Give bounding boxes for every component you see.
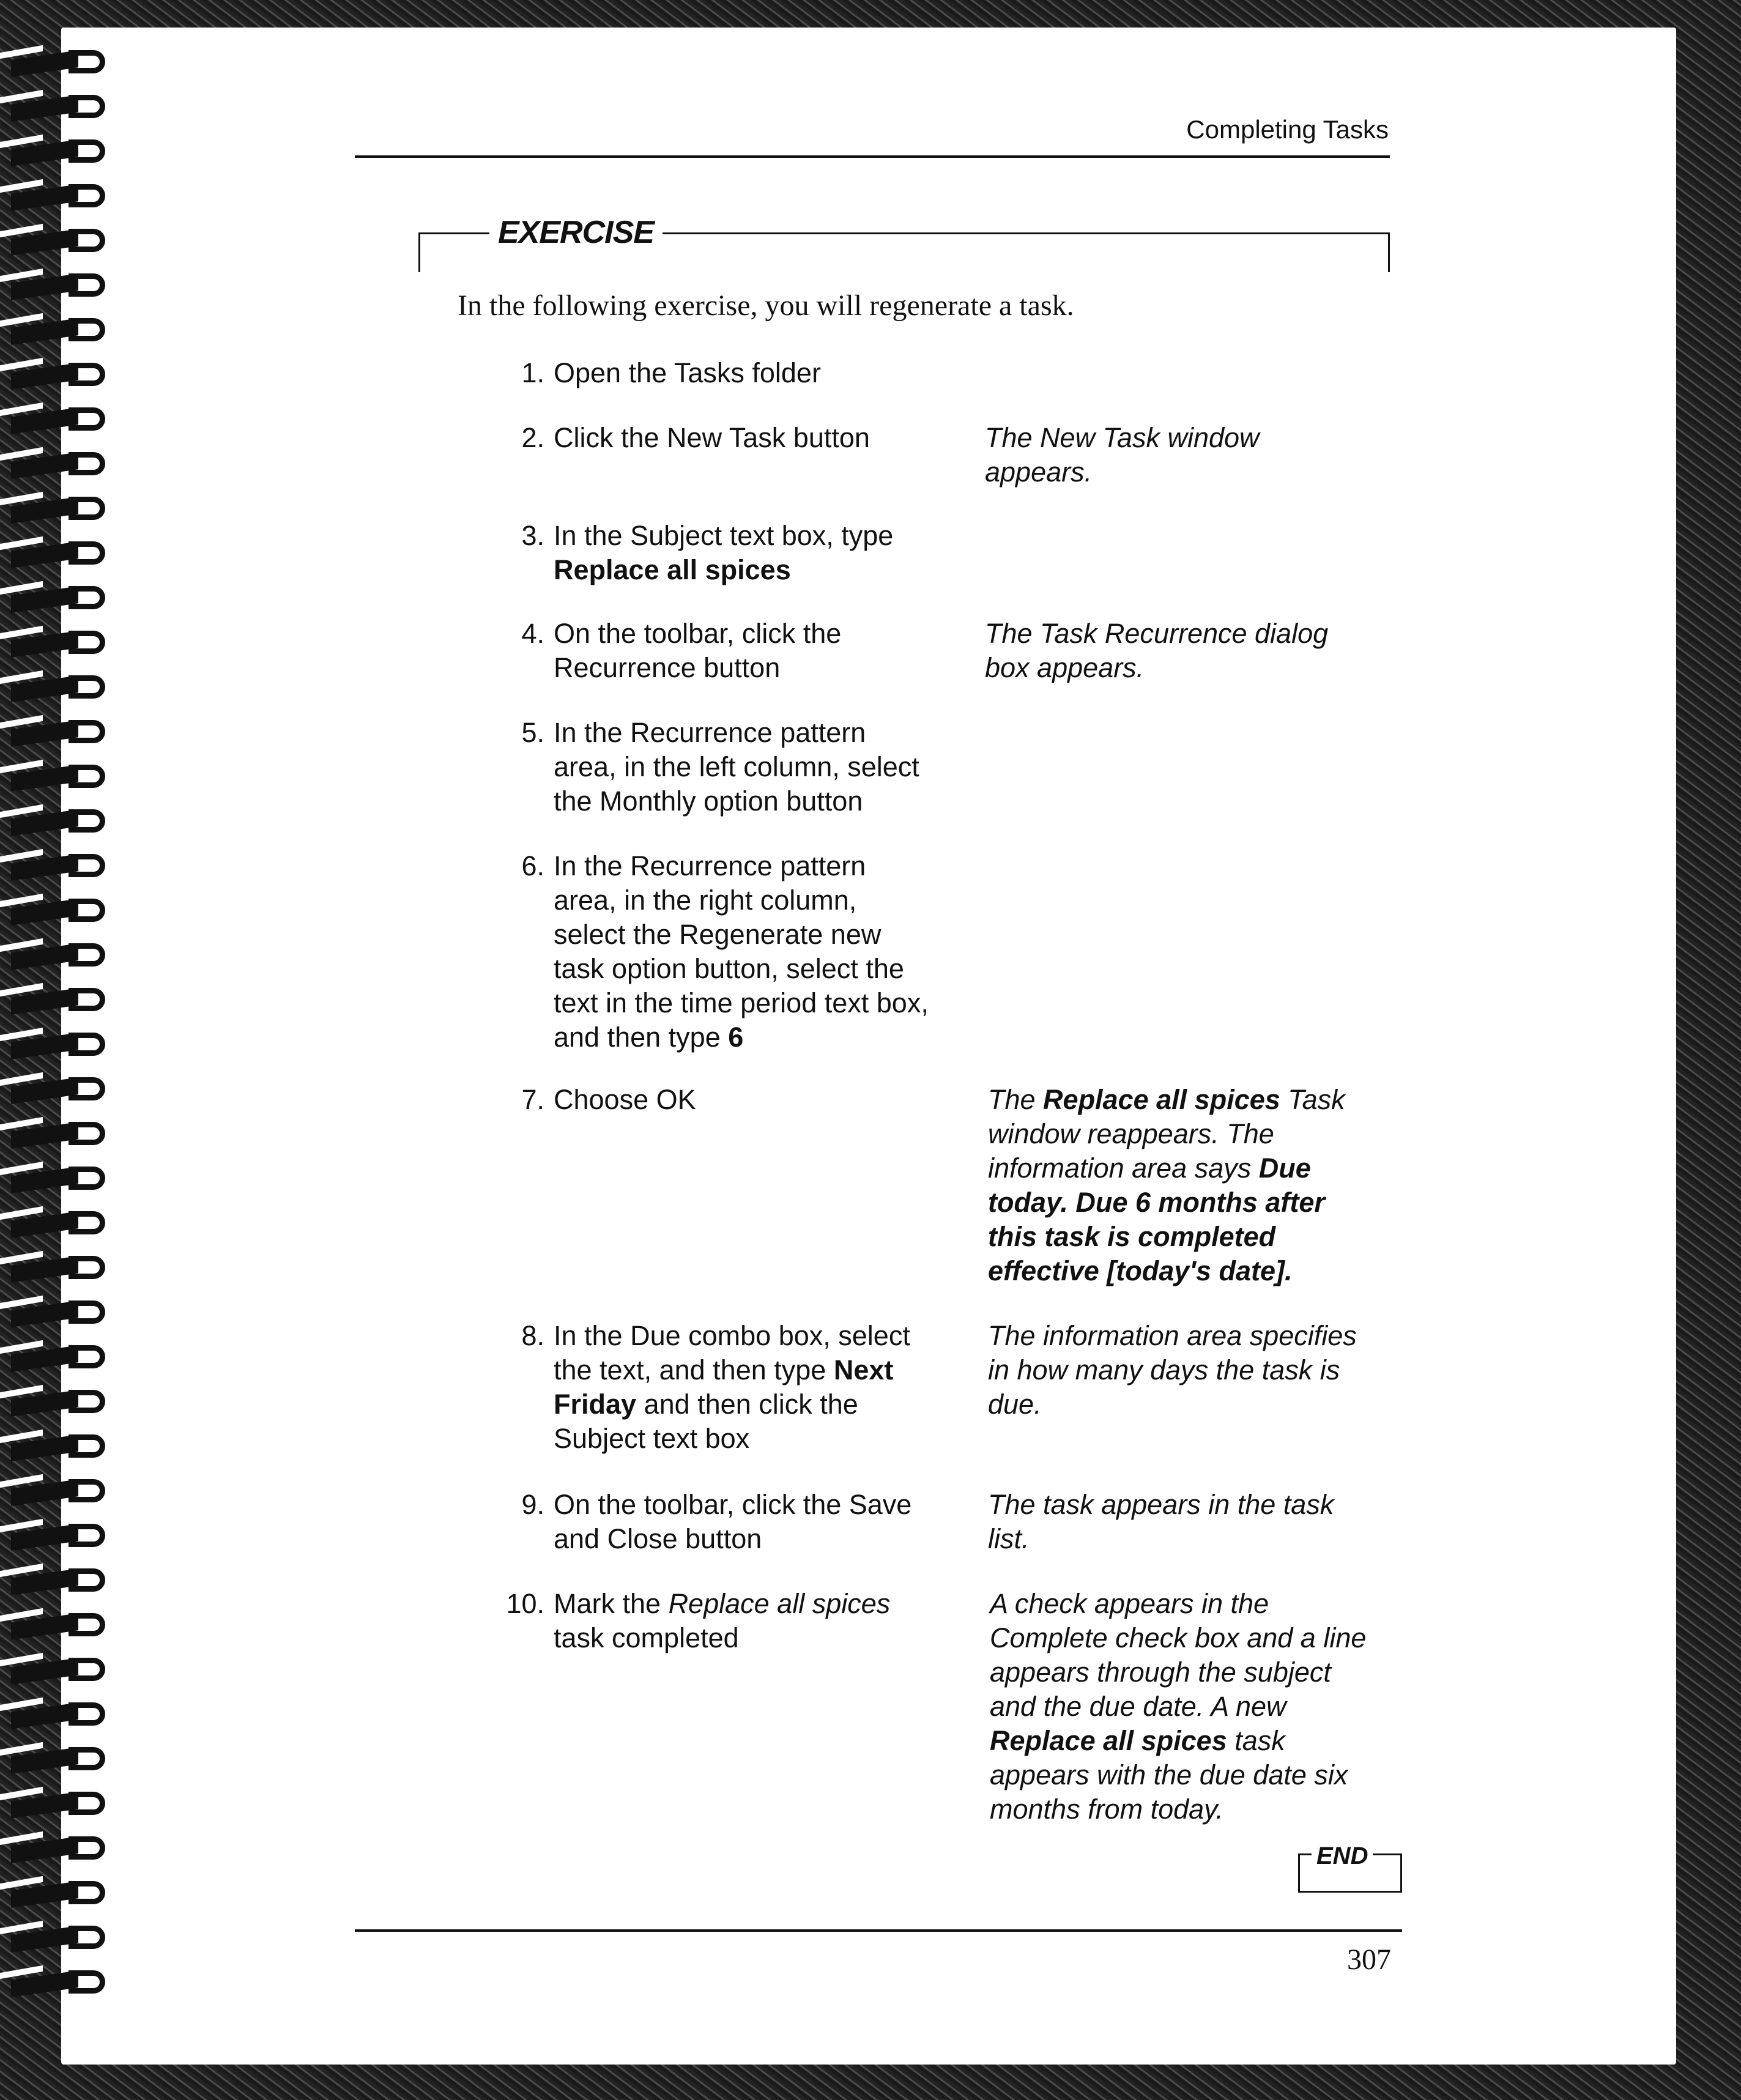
spiral-coil xyxy=(0,1478,116,1505)
step-text: In the Recurrence pattern area, in the left column, select the Monthly option button xyxy=(554,717,919,817)
spiral-coil xyxy=(0,451,116,478)
step-result: The New Task window appears. xyxy=(985,422,1260,488)
header-rule xyxy=(355,155,1390,158)
step-number: 4. xyxy=(521,618,544,649)
spiral-coil xyxy=(0,1880,116,1907)
spiral-coil xyxy=(0,1612,116,1639)
spiral-coil xyxy=(0,1031,116,1058)
spiral-coil xyxy=(0,362,116,388)
step-text: Open the Tasks folder xyxy=(554,357,821,388)
spiral-coil xyxy=(0,540,116,567)
footer-rule xyxy=(355,1929,1402,1932)
spiral-coil xyxy=(0,853,116,880)
spiral-coil xyxy=(0,1701,116,1728)
step-result: The Task Recurrence dialog box appears. xyxy=(985,618,1329,683)
step-text: In the Recurrence pattern area, in the right column, select the Regenerate new task option button, select the text in the time period text box, and then type 6 xyxy=(554,850,929,1053)
spiral-coil xyxy=(0,1255,116,1282)
spiral-coil xyxy=(0,1523,116,1549)
spiral-coil xyxy=(0,1835,116,1862)
step-number: 1. xyxy=(521,357,544,388)
step-number: 5. xyxy=(521,717,544,748)
spiral-coil xyxy=(0,1567,116,1594)
spiral-coil xyxy=(0,1299,116,1326)
step-number: 2. xyxy=(521,422,544,453)
step-number: 3. xyxy=(521,520,544,551)
spiral-coil xyxy=(0,94,116,121)
exercise-title: EXERCISE xyxy=(489,214,663,251)
step-text: Choose OK xyxy=(554,1084,696,1115)
spiral-coil xyxy=(0,49,116,76)
step-number: 8. xyxy=(521,1320,544,1351)
step-result: The task appears in the task list. xyxy=(988,1489,1334,1554)
spiral-coil xyxy=(0,897,116,924)
spiral-coil xyxy=(0,1076,116,1103)
running-head: Completing Tasks xyxy=(1186,115,1389,144)
step-number: 9. xyxy=(521,1489,544,1520)
step-text: On the toolbar, click the Save and Close button xyxy=(554,1489,912,1554)
spiral-coil xyxy=(0,1790,116,1817)
spiral-coil xyxy=(0,1165,116,1192)
spiral-coil xyxy=(0,674,116,701)
spiral-coil xyxy=(0,1121,116,1148)
spiral-coil xyxy=(0,1344,116,1371)
spiral-coil xyxy=(0,272,116,299)
spiral-coil xyxy=(0,1210,116,1237)
step-number: 6. xyxy=(521,850,544,881)
page-number: 307 xyxy=(1347,1943,1391,1976)
spiral-coil xyxy=(0,317,116,344)
spiral-coil xyxy=(0,1433,116,1460)
spiral-coil xyxy=(0,585,116,612)
spiral-coil xyxy=(0,719,116,746)
spiral-binding xyxy=(0,49,122,2037)
step-text: On the toolbar, click the Recurrence button xyxy=(554,618,842,683)
spiral-coil xyxy=(0,1746,116,1773)
end-marker-label: END xyxy=(1312,1842,1373,1870)
spiral-coil xyxy=(0,629,116,656)
spiral-coil xyxy=(0,987,116,1014)
step-result: A check appears in the Complete check box and a line appears through the subject and the due date. A new Replace all spices task appears with the due date six months from today. xyxy=(990,1588,1367,1825)
spiral-coil xyxy=(0,942,116,969)
step-result: The Replace all spices Task window reappears. The information area says Due today. Due 6 months after this task is completed effective [today's date]. xyxy=(988,1084,1345,1286)
step-text: In the Due combo box, select the text, and then type Next Friday and then click the Subject text box xyxy=(554,1320,910,1454)
exercise-intro: In the following exercise, you will regenerate a task. xyxy=(458,289,1074,322)
spiral-coil xyxy=(0,138,116,165)
spiral-coil xyxy=(0,228,116,254)
spiral-coil xyxy=(0,406,116,433)
spiral-coil xyxy=(0,1969,116,1996)
spiral-coil xyxy=(0,1657,116,1683)
spiral-coil xyxy=(0,1389,116,1415)
step-text: In the Subject text box, type Replace all spices xyxy=(554,520,894,585)
step-number: 10. xyxy=(506,1588,544,1619)
spiral-coil xyxy=(0,808,116,835)
step-text: Click the New Task button xyxy=(554,422,870,453)
spiral-coil xyxy=(0,763,116,790)
step-result: The information area specifies in how many days the task is due. xyxy=(988,1320,1357,1420)
step-number: 7. xyxy=(521,1084,544,1115)
spiral-coil xyxy=(0,495,116,522)
step-text: Mark the Replace all spices task completed xyxy=(554,1588,891,1653)
spiral-coil xyxy=(0,183,116,210)
spiral-coil xyxy=(0,1924,116,1951)
